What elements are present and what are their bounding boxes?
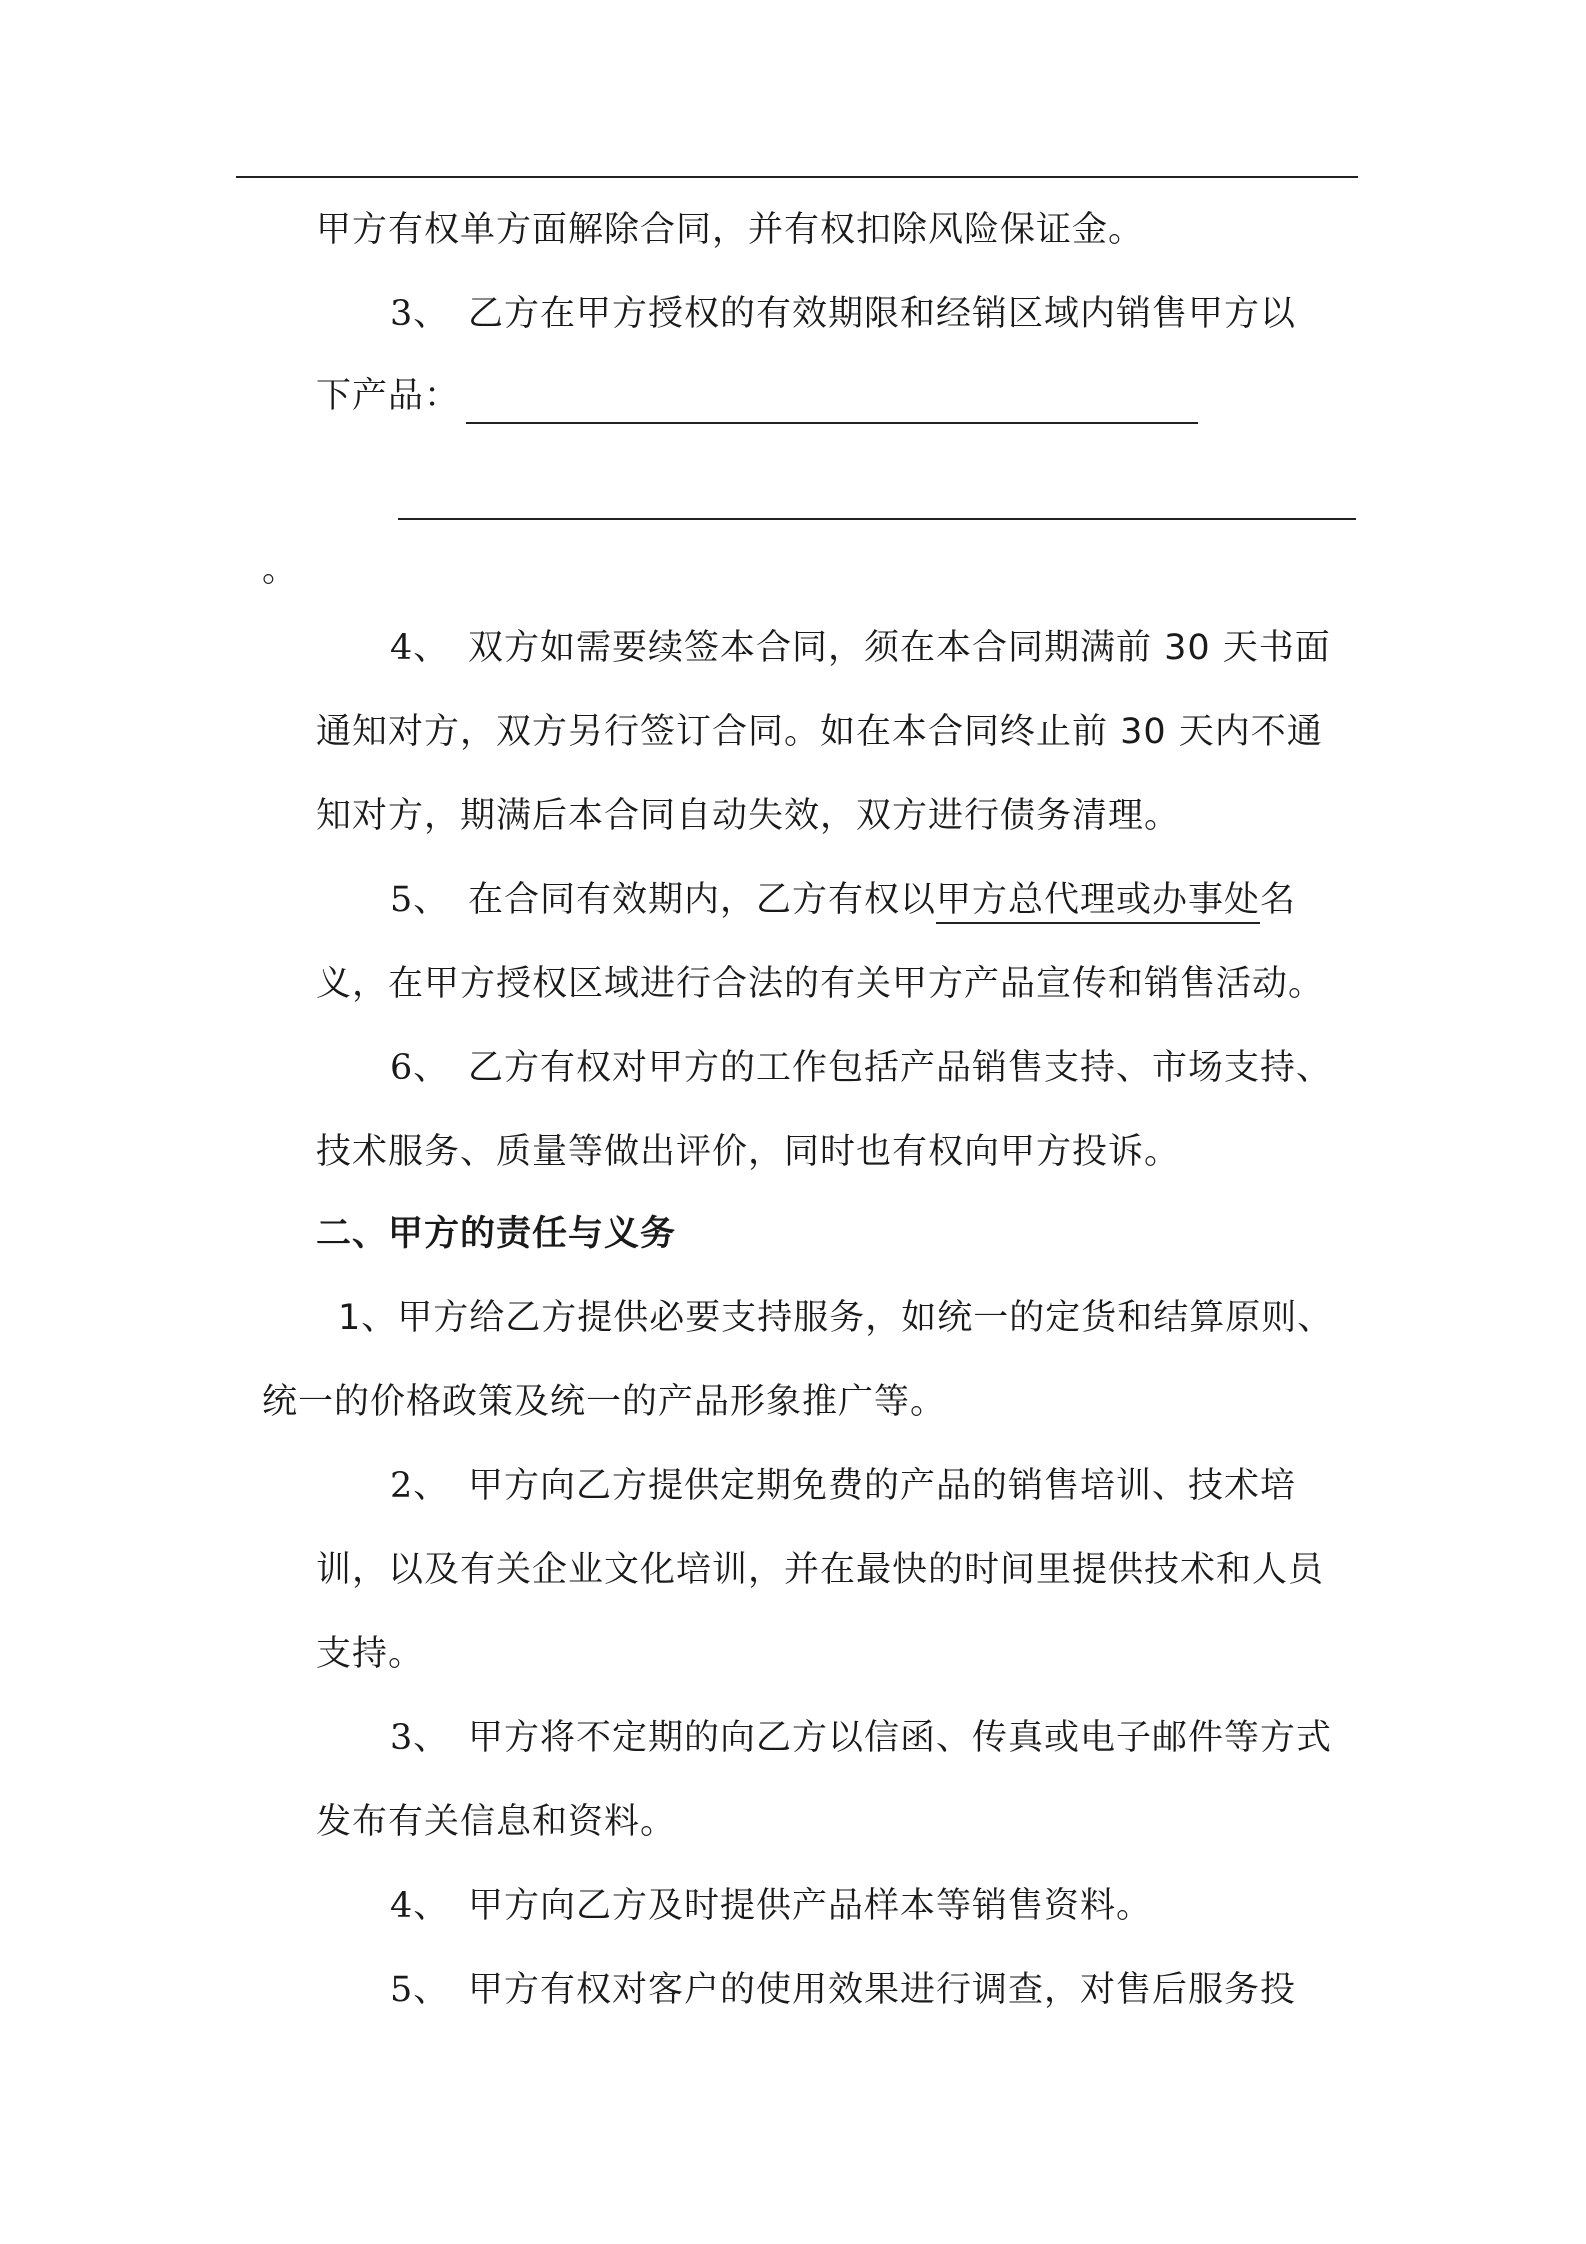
fill-in-blank-line (398, 518, 1356, 520)
clause-text: 甲方将不定期的向乙方以信函、传真或电子邮件等方式 (468, 1718, 1333, 1758)
clause-line (390, 1884, 1152, 1928)
clause-number: 4、 (390, 1886, 450, 1926)
clause-line (390, 1968, 1296, 2012)
clause-text: 乙方在甲方授权的有效期限和经销区域内销售甲方以 (468, 294, 1297, 334)
text-line: 知对方，期满后本合同自动失效，双方进行债务清理。 (316, 796, 1181, 836)
clause-number: 2、 (390, 1466, 450, 1506)
clause-text: 名 (1260, 880, 1297, 920)
text-line: 发布有关信息和资料。 (316, 1802, 677, 1842)
clause-line (390, 292, 1296, 336)
text-line: 甲方有权单方面解除合同，并有权扣除风险保证金。 (316, 210, 1145, 250)
clause-line (390, 1464, 1296, 1508)
clause-line (390, 878, 1296, 922)
clause-line (390, 1046, 1332, 1090)
text-line: 训，以及有关企业文化培训，并在最快的时间里提供技术和人员 (316, 1550, 1325, 1590)
text-line: 。 (262, 550, 299, 590)
text-line: 下产品： (316, 376, 461, 416)
clause-text: 乙方有权对甲方的工作包括产品销售支持、市场支持、 (468, 1048, 1333, 1088)
clause-number: 3、 (390, 1718, 450, 1758)
text-line: 支持。 (316, 1634, 425, 1674)
section-heading: 二、甲方的责任与义务 (316, 1214, 677, 1254)
clause-line (390, 1716, 1332, 1760)
clause-number: 4、 (390, 628, 450, 668)
clause-number: 5、 (390, 1970, 450, 2010)
header-rule (236, 176, 1358, 178)
clause-text: 甲方向乙方及时提供产品样本等销售资料。 (468, 1886, 1153, 1926)
text-line: 1、甲方给乙方提供必要支持服务，如统一的定货和结算原则、 (338, 1298, 1334, 1338)
text-line: 技术服务、质量等做出评价，同时也有权向甲方投诉。 (316, 1132, 1181, 1172)
text-line: 通知对方，双方另行签订合同。如在本合同终止前 30 天内不通 (316, 712, 1323, 752)
clause-number: 6、 (390, 1048, 450, 1088)
text-line: 义，在甲方授权区域进行合法的有关甲方产品宣传和销售活动。 (316, 964, 1325, 1004)
clause-text: 甲方向乙方提供定期免费的产品的销售培训、技术培 (468, 1466, 1297, 1506)
clause-text: 双方如需要续签本合同，须在本合同期满前 30 天书面 (468, 628, 1331, 668)
clause-text: 在合同有效期内，乙方有权以 (468, 880, 937, 920)
clause-text: 甲方有权对客户的使用效果进行调查，对售后服务投 (468, 1970, 1297, 2010)
clause-number: 5、 (390, 880, 450, 920)
clause-number: 3、 (390, 294, 450, 334)
underlined-text: 甲方总代理或办事处 (936, 880, 1260, 924)
text-line: 统一的价格政策及统一的产品形象推广等。 (262, 1382, 947, 1422)
clause-line (390, 626, 1331, 670)
fill-in-blank-line (466, 422, 1198, 424)
